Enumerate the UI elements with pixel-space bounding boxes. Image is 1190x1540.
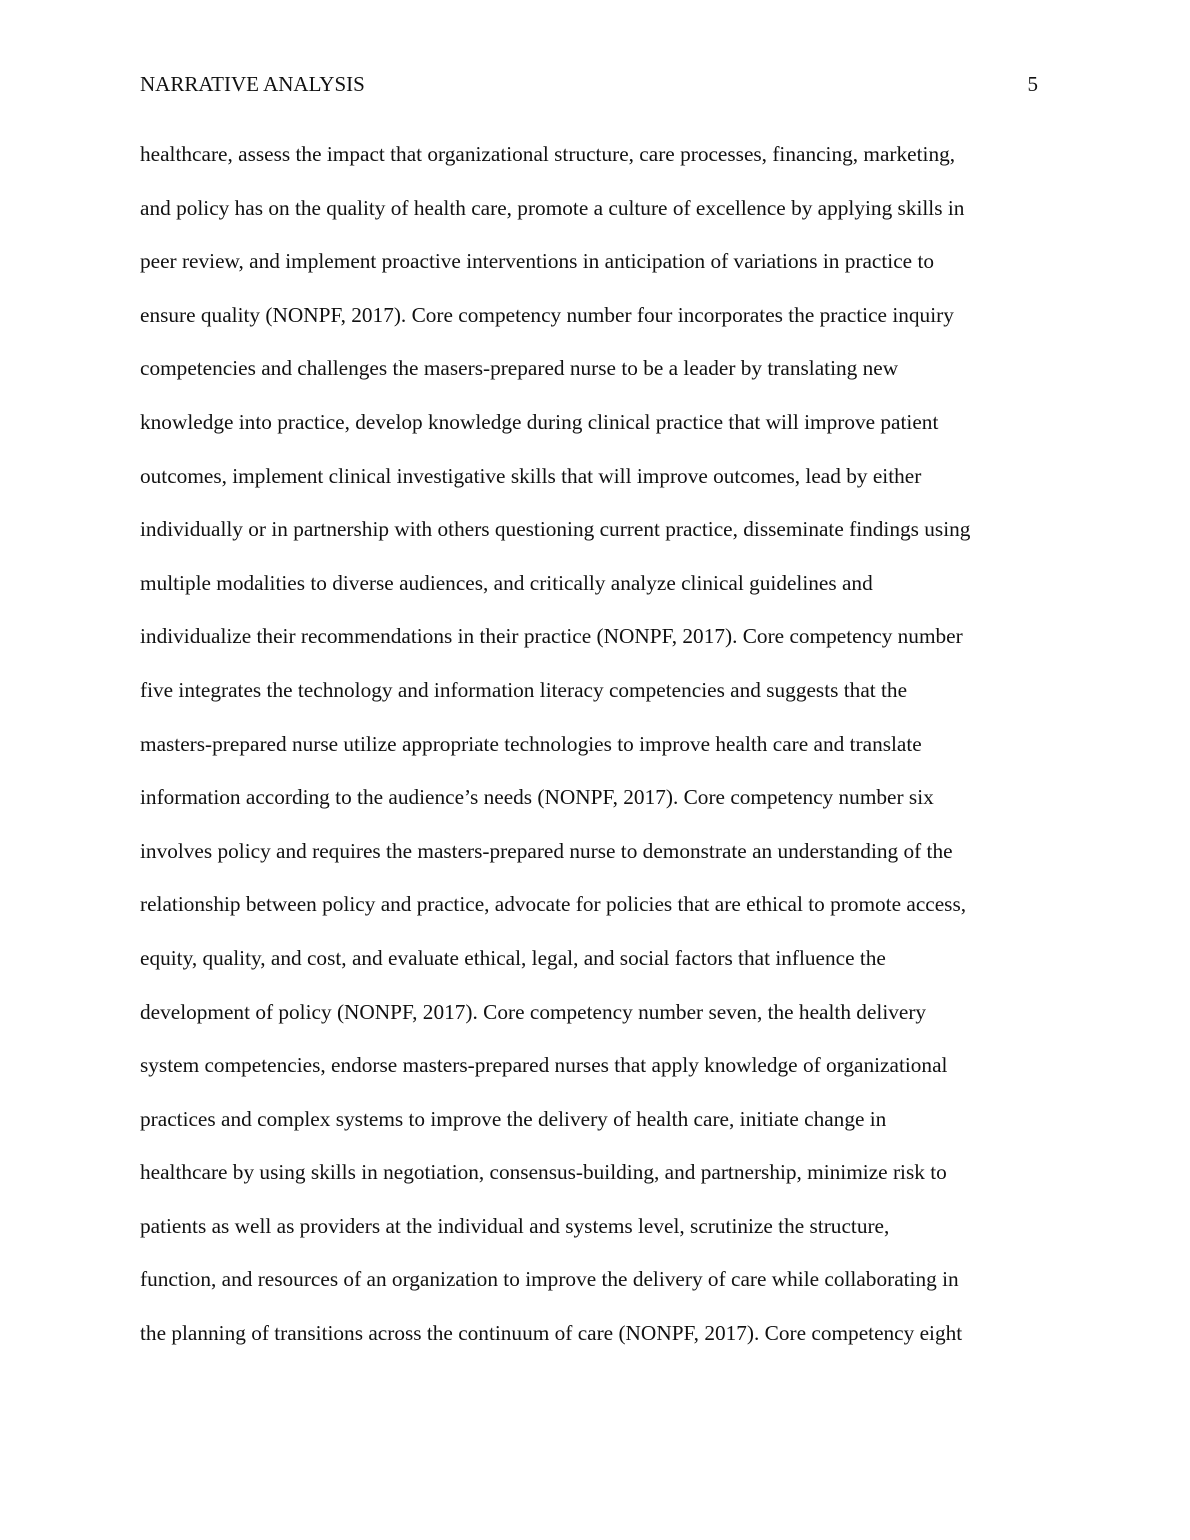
text-line: the planning of transitions across the continuum of care (NONPF, 2017). Core competency eight: [140, 1321, 963, 1346]
body-paragraph: [140, 140, 1060, 1373]
text-line: healthcare, assess the impact that organizational structure, care processes, financing, marketing,: [140, 142, 956, 166]
text-line: development of policy (NONPF, 2017). Core competency number seven, the health delivery: [140, 999, 927, 1024]
text-line: practices and complex systems to improve the delivery of health care, initiate change in: [140, 1106, 887, 1131]
text-line: knowledge into practice, develop knowledge during clinical practice that will improve patient: [140, 409, 939, 434]
text-line: relationship between policy and practice, advocate for policies that are ethical to promote access,: [140, 892, 967, 917]
text-line: system competencies, endorse masters-prepared nurses that apply knowledge of organizational: [140, 1053, 948, 1078]
page-number: 5: [1027, 72, 1038, 96]
text-line: five integrates the technology and information literacy competencies and suggests that the: [140, 677, 908, 702]
text-line: information according to the audience’s needs (NONPF, 2017). Core competency number six: [140, 785, 934, 810]
text-line: function, and resources of an organization to improve the delivery of care while collaborating in: [140, 1267, 959, 1292]
text-line: masters-prepared nurse utilize appropriate technologies to improve health care and translate: [140, 731, 922, 756]
text-line: competencies and challenges the masers-prepared nurse to be a leader by translating new: [140, 356, 899, 381]
text-line: individually or in partnership with others questioning current practice, disseminate findings using: [140, 517, 971, 542]
text-line: outcomes, implement clinical investigative skills that will improve outcomes, lead by either: [140, 463, 922, 488]
text-line: multiple modalities to diverse audiences, and critically analyze clinical guidelines and: [140, 570, 873, 595]
running-head: NARRATIVE ANALYSIS: [140, 72, 365, 96]
text-line: equity, quality, and cost, and evaluate ethical, legal, and social factors that influence the: [140, 945, 886, 970]
text-line: involves policy and requires the masters-prepared nurse to demonstrate an understanding of the: [140, 838, 953, 863]
text-line: and policy has on the quality of health care, promote a culture of excellence by applying skills in: [140, 195, 965, 220]
text-line: patients as well as providers at the individual and systems level, scrutinize the structure,: [140, 1213, 890, 1238]
text-line: peer review, and implement proactive interventions in anticipation of variations in practice to: [140, 249, 935, 274]
text-line: individualize their recommendations in their practice (NONPF, 2017). Core competency number: [140, 624, 963, 649]
text-line: healthcare by using skills in negotiation, consensus-building, and partnership, minimize risk to: [140, 1160, 947, 1185]
text-line: ensure quality (NONPF, 2017). Core competency number four incorporates the practice inquiry: [140, 302, 954, 327]
